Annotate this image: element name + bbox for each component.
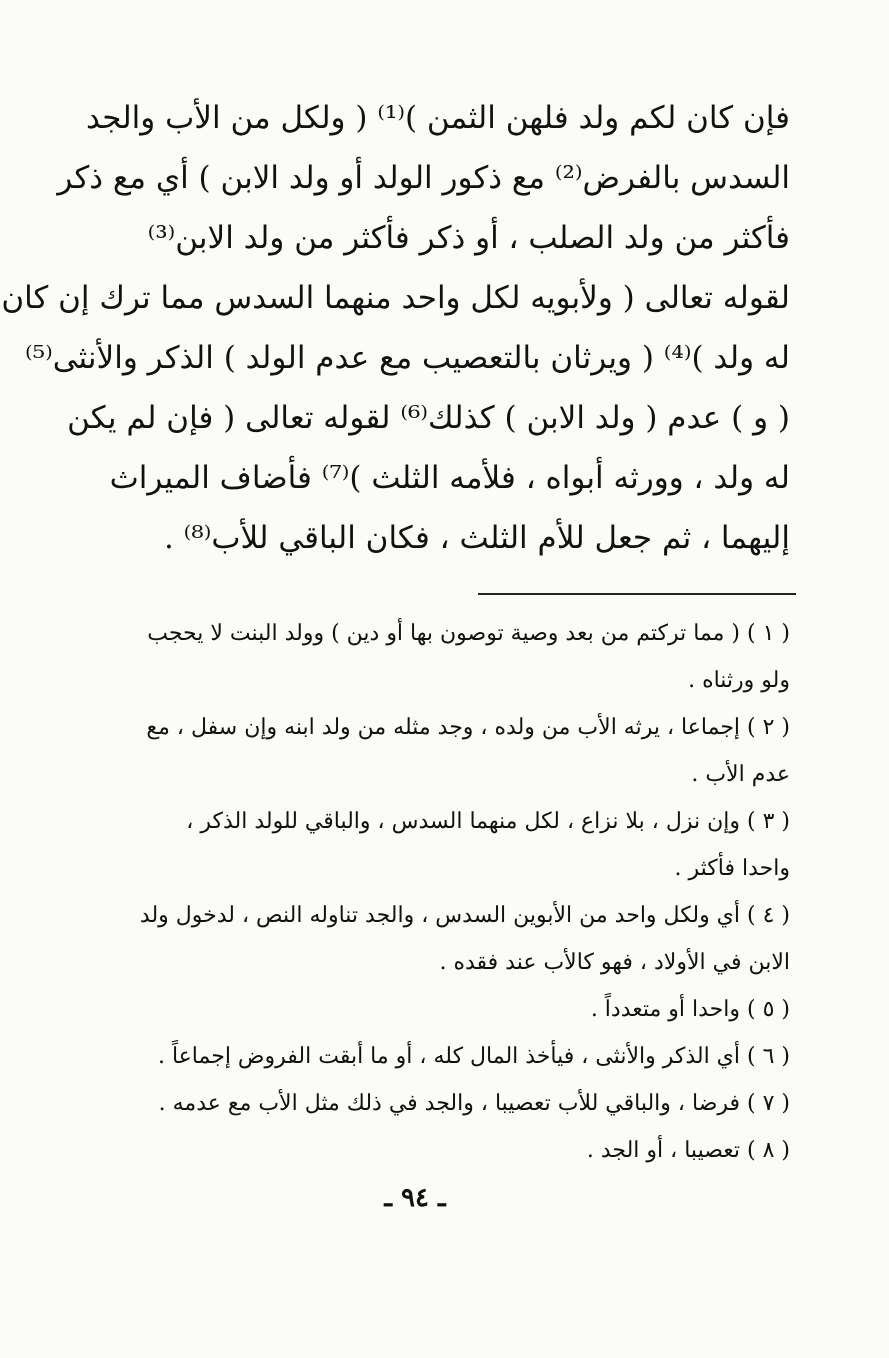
footnote-line: ( ٤ ) أي ولكل واحد من الأبوين السدس ، والجد تناوله النص ، لدخول ولد [139, 903, 790, 928]
footnote-line: ( ٧ ) فرضا ، والباقي للأب تعصيبا ، والجد في ذلك مثل الأب مع عدمه . [158, 1091, 790, 1116]
footnote-line: واحدا فأكثر . [674, 856, 790, 881]
footnote-line: ( ٨ ) تعصيبا ، أو الجد . [586, 1138, 790, 1163]
footnote-line: ولو ورثناه . [688, 668, 790, 693]
main-text-line: له ولد )⁽⁴⁾ ( ويرثان بالتعصيب مع عدم الولد ) الذكر والأنثى⁽⁵⁾ [25, 340, 790, 376]
main-text-block [1, 88, 790, 568]
main-text-line: فإن كان لكم ولد فلهن الثمن )⁽¹⁾ ( ولكل من الأب والجد [85, 100, 790, 136]
footnote-line: عدم الأب . [691, 762, 790, 787]
footnote-line: ( ٥ ) واحدا أو متعدداً . [590, 997, 790, 1022]
main-text-line: له ولد ، وورثه أبواه ، فلأمه الثلث )⁽⁷⁾ فأضاف الميراث [109, 460, 790, 496]
footnote-line: ( ٣ ) وإن نزل ، بلا نزاع ، لكل منهما السدس ، والباقي للولد الذكر ، [186, 809, 790, 834]
footnote-line: الابن في الأولاد ، فهو كالأب عند فقده . [439, 950, 790, 975]
main-text-line: لقوله تعالى ( ولأبويه لكل واحد منهما السدس مما ترك إن كان [1, 280, 790, 316]
footnote-line: ( ٦ ) أي الذكر والأنثى ، فيأخذ المال كله ، أو ما أبقت الفروض إجماعاً . [157, 1044, 790, 1069]
footnote-line: ( ١ ) ( مما تركتم من بعد وصية توصون بها أو دين ) وولد البنت لا يحجب [147, 621, 790, 646]
footnote-divider [478, 593, 796, 595]
main-text-line: السدس بالفرض⁽²⁾ مع ذكور الولد أو ولد الابن ) أي مع ذكر [57, 160, 790, 196]
main-text-line: ( و ) عدم ( ولد الابن ) كذلك⁽⁶⁾ لقوله تعالى ( فإن لم يكن [67, 400, 790, 436]
main-text-line: فأكثر من ولد الصلب ، أو ذكر فأكثر من ولد الابن⁽³⁾ [147, 220, 790, 256]
page-number: ـ ٩٤ ـ [384, 1183, 446, 1213]
footnotes-block [60, 610, 790, 1174]
main-text-line: إليهما ، ثم جعل للأم الثلث ، فكان الباقي للأب⁽⁸⁾ . [163, 520, 790, 556]
footnote-line: ( ٢ ) إجماعا ، يرثه الأب من ولده ، وجد مثله من ولد ابنه وإن سفل ، مع [146, 715, 790, 740]
